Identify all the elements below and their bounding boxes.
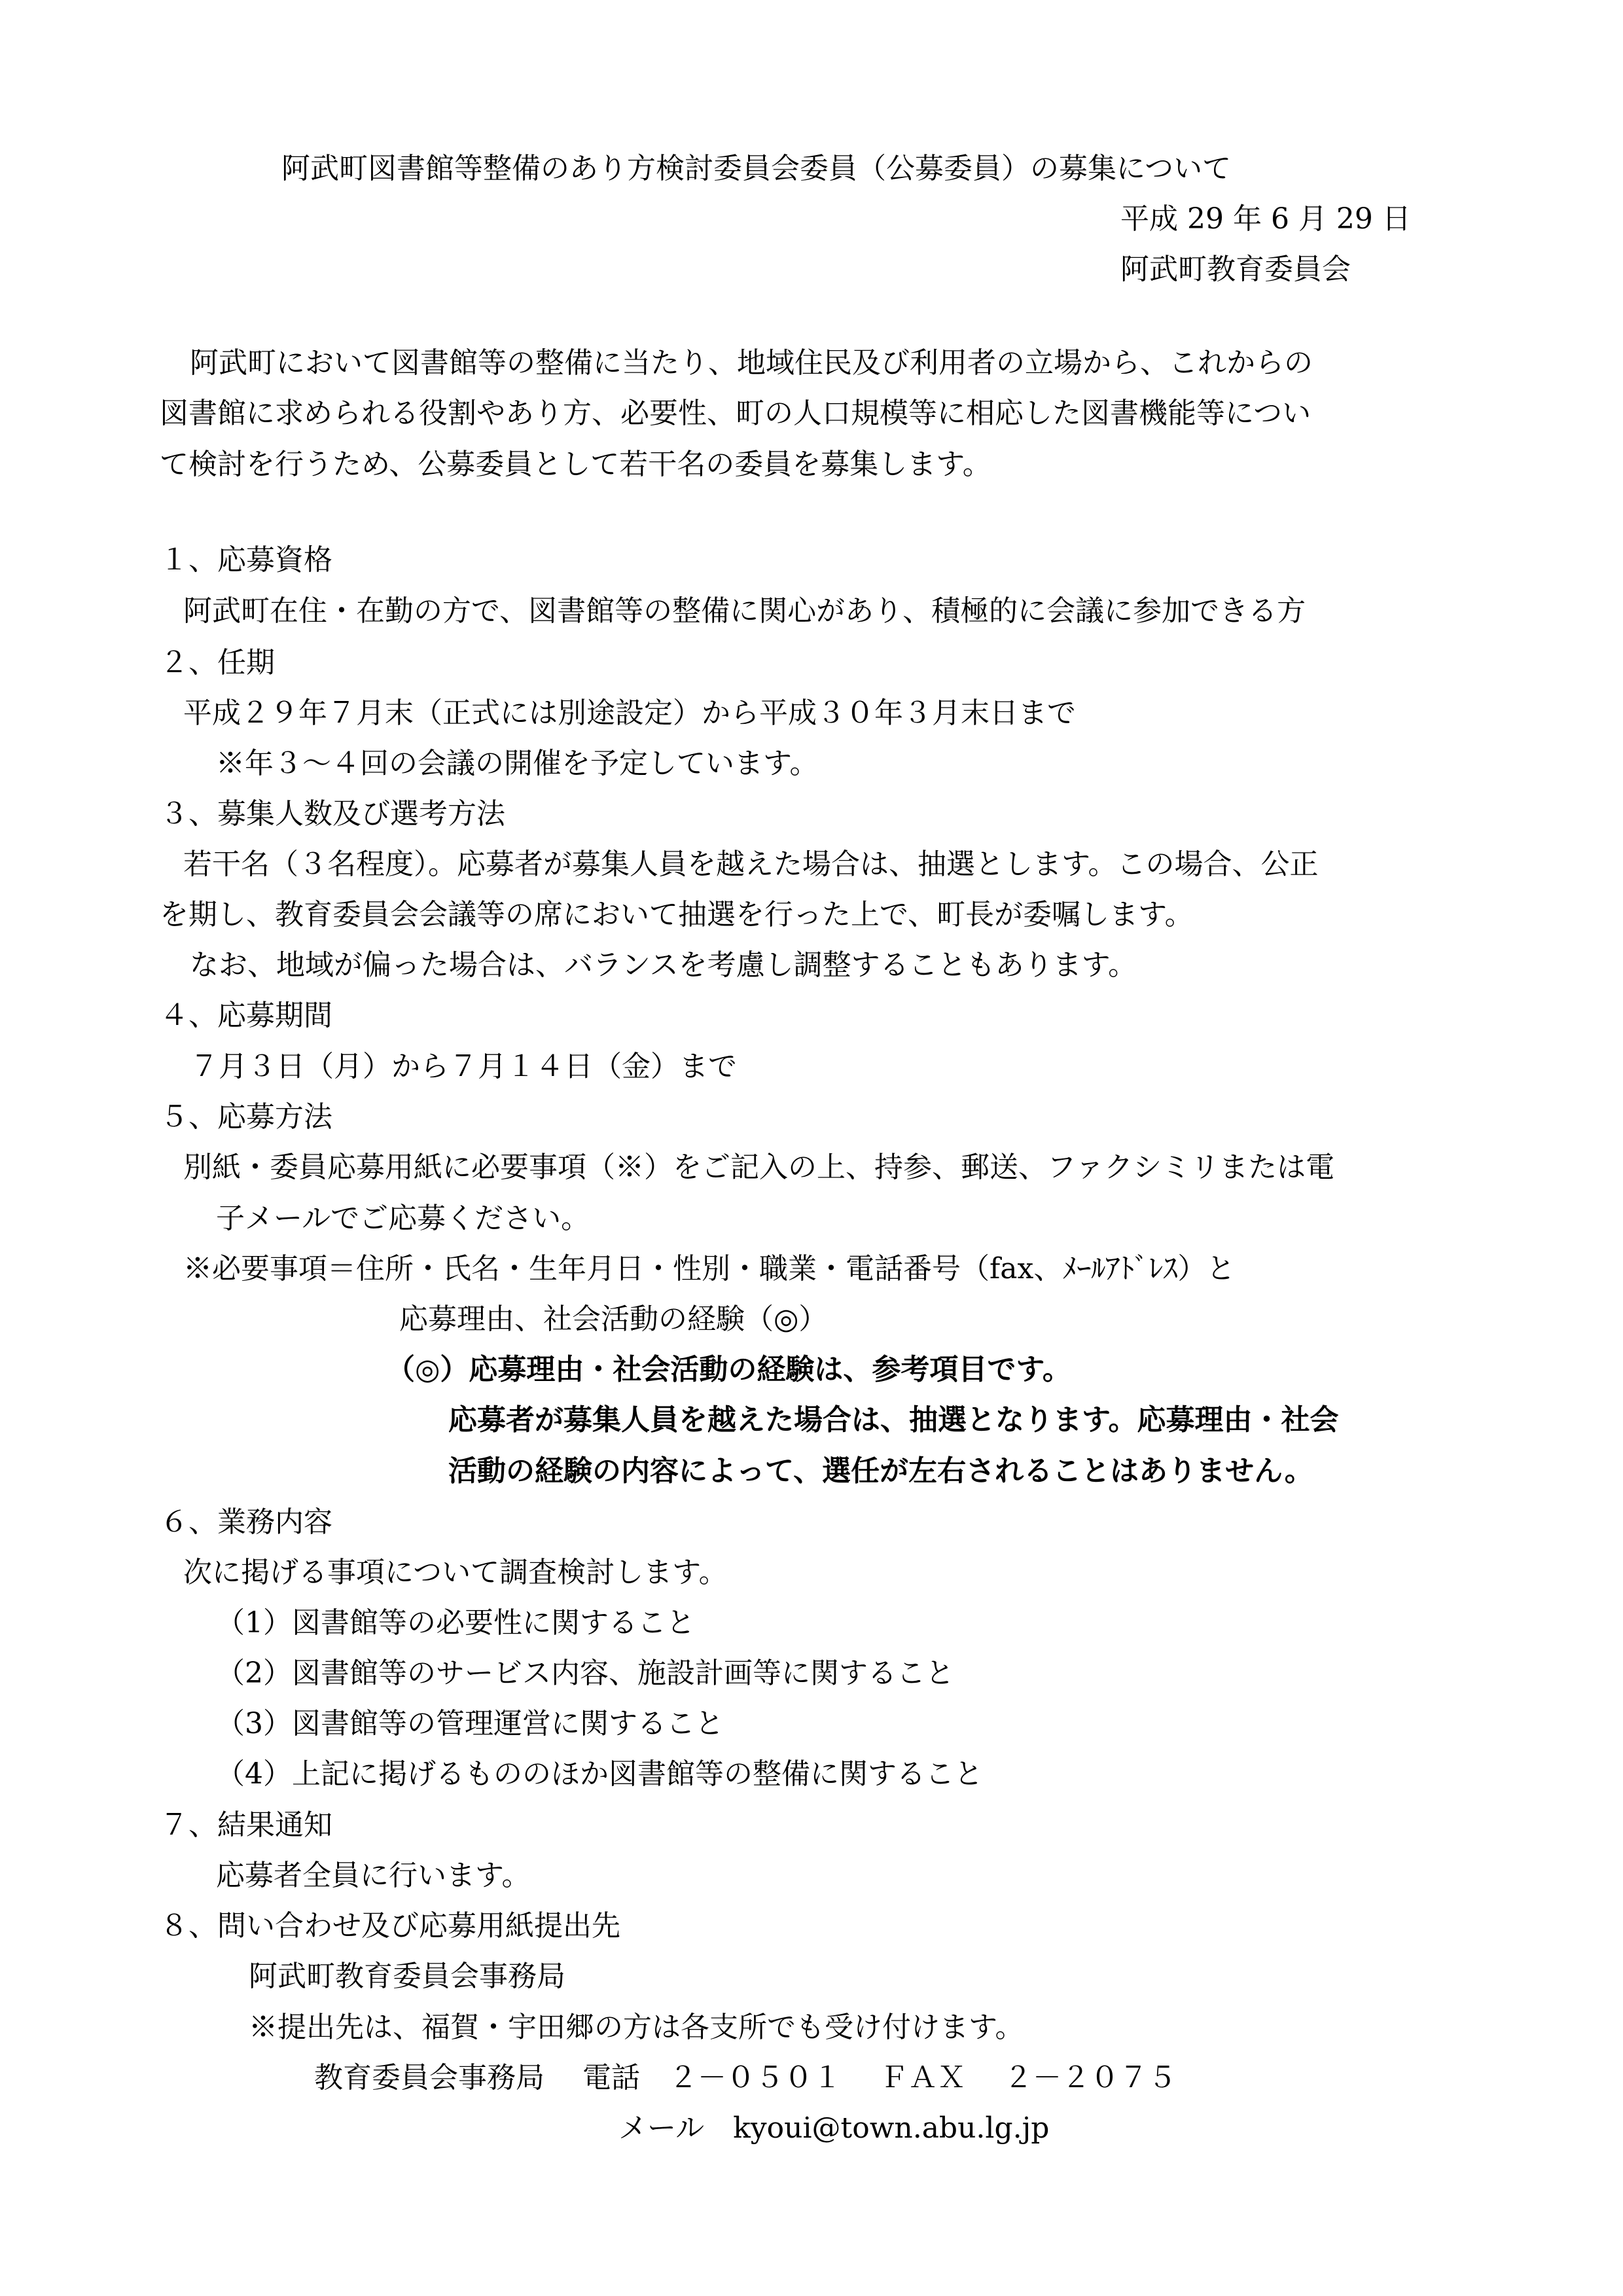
- section-8-office: 阿武町教育委員会事務局: [249, 1960, 565, 1993]
- intro-line-2: 図書館に求められる役割やあり方、必要性、町の人口規模等に相応した図書機能等につい: [160, 397, 1311, 430]
- section-5-line-2: 子メールでご応募ください。: [216, 1202, 590, 1235]
- section-5-required-1: ※必要事項＝住所・氏名・生年月日・性別・職業・電話番号（fax、ﾒｰﾙｱﾄﾞﾚｽ）と: [183, 1252, 1236, 1285]
- section-6-intro: 次に掲げる事項について調査検討します。: [183, 1556, 728, 1589]
- section-3-line-1: 若干名（３名程度）。応募者が募集人員を越えた場合は、抽選とします。この場合、公正: [183, 848, 1319, 881]
- section-6-item-2: （2）図書館等のサービス内容、施設計画等に関すること: [216, 1657, 954, 1690]
- section-2-heading: ２、任期: [160, 646, 275, 679]
- section-3-line-2: を期し、教育委員会会議等の席において抽選を行った上で、町長が委嘱します。: [160, 898, 1194, 931]
- page-title: 阿武町図書館等整備のあり方検討委員会委員（公募委員）の募集について: [281, 152, 1232, 185]
- intro-line-3: て検討を行うため、公募委員として若干名の委員を募集します。: [160, 448, 991, 481]
- section-7-body: 応募者全員に行います。: [216, 1859, 531, 1892]
- section-1-body: 阿武町在住・在勤の方で、図書館等の整備に関心があり、積極的に会議に参加できる方: [183, 594, 1306, 628]
- section-2-term: 平成２９年７月末（正式には別途設定）から平成３０年３月末日まで: [183, 696, 1076, 730]
- section-6-item-3: （3）図書館等の管理運営に関すること: [216, 1707, 724, 1740]
- section-3-line-3: なお、地域が偏った場合は、バランスを考慮し調整することもあります。: [190, 948, 1137, 982]
- section-1-heading: １、応募資格: [160, 543, 332, 577]
- section-8-note: ※提出先は、福賀・宇田郷の方は各支所でも受け付けます。: [249, 2011, 1024, 2044]
- section-5-line-1: 別紙・委員応募用紙に必要事項（※）をご記入の上、持参、郵送、ファクシミリまたは電: [183, 1151, 1335, 1184]
- section-8-mail: メール kyoui@town.abu.lg.jp: [618, 2111, 1050, 2145]
- section-4-heading: ４、応募期間: [160, 999, 332, 1032]
- issue-date: 平成 29 年 6 月 29 日: [1120, 202, 1411, 236]
- intro-line-1: 阿武町において図書館等の整備に当たり、地域住民及び利用者の立場から、これからの: [190, 346, 1313, 380]
- section-5-heading: ５、応募方法: [160, 1100, 332, 1134]
- section-6-item-1: （1）図書館等の必要性に関すること: [216, 1606, 695, 1640]
- section-8-heading: ８、問い合わせ及び応募用紙提出先: [160, 1909, 620, 1943]
- section-5-bold-note-1: （◎）応募理由・社会活動の経験は、参考項目です。: [386, 1353, 1071, 1386]
- section-5-bold-note-3: 活動の経験の内容によって、選任が左右されることはありません。: [448, 1454, 1313, 1488]
- issuer: 阿武町教育委員会: [1120, 253, 1351, 286]
- section-5-required-2: 応募理由、社会活動の経験（◎）: [399, 1302, 828, 1336]
- section-6-heading: ６、業務内容: [160, 1505, 332, 1539]
- section-8-contact: 教育委員会事務局 電話 ２－０５０１ ＦＡＸ ２－２０７５: [314, 2061, 1177, 2094]
- section-3-heading: ３、募集人数及び選考方法: [160, 797, 505, 831]
- section-4-period: ７月３日（月）から７月１４日（金）まで: [190, 1050, 737, 1083]
- section-2-note: ※年３～４回の会議の開催を予定しています。: [216, 747, 819, 780]
- section-7-heading: ７、結果通知: [160, 1808, 332, 1842]
- section-5-bold-note-2: 応募者が募集人員を越えた場合は、抽選となります。応募理由・社会: [448, 1403, 1339, 1437]
- section-6-item-4: （4）上記に掲げるもののほか図書館等の整備に関すること: [216, 1757, 983, 1791]
